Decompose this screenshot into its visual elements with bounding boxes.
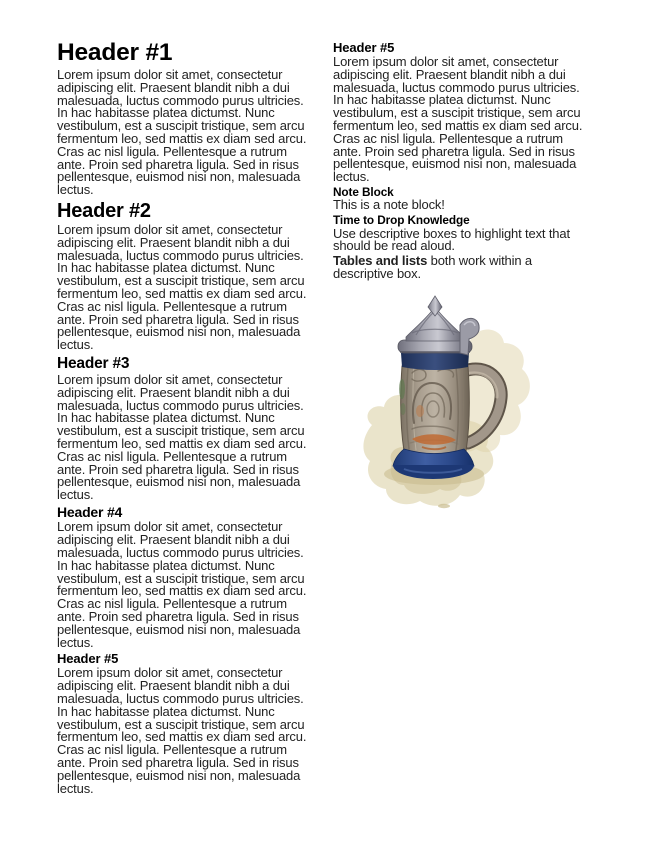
heading-4: Header #4 (57, 503, 123, 520)
left-column (57, 40, 312, 797)
heading-5-right: Header #5 (333, 40, 395, 55)
beer-stein-illustration (356, 293, 538, 514)
paragraph-lorem: Lorem ipsum dolor sit amet, consectetur adipiscing elit. Praesent blandit nibh a dui malesuada, luctus commodo purus ultricies. In hac habitasse platea dictumst. Nunc vestibulum, est a suscipit tristique, sem arcu fermentum leo, sed mattis ex diam sed arcu. Cras ac nisl ligula. Pellentesque a rutrum ante. Proin sed pharetra ligula. Sed in risus pellentesque, euismod nisi non, malesuada lectus. (333, 54, 583, 185)
heading-1: Header #1 (57, 39, 173, 66)
right-column (333, 38, 592, 283)
note-block-text: This is a note block! (333, 197, 445, 213)
stein-navy-band (401, 353, 469, 370)
paragraph-lorem: Lorem ipsum dolor sit amet, consectetur adipiscing elit. Praesent blandit nibh a dui malesuada, luctus commodo purus ultricies. In hac habitasse platea dictumst. Nunc vestibulum, est a suscipit tristique, sem arcu fermentum leo, sed mattis ex diam sed arcu. Cras ac nisl ligula. Pellentesque a rutrum ante. Proin sed pharetra ligula. Sed in risus pellentesque, euismod nisi non, malesuada lectus. (57, 371, 307, 503)
heading-3: Header #3 (57, 354, 130, 372)
relief-orange-inner (416, 405, 424, 417)
heading-5: Header #5 (57, 651, 119, 667)
paragraph-lorem: Lorem ipsum dolor sit amet, consectetur adipiscing elit. Praesent blandit nibh a dui malesuada, luctus commodo purus ultricies. In hac habitasse platea dictumst. Nunc vestibulum, est a suscipit tristique, sem arcu fermentum leo, sed mattis ex diam sed arcu. Cras ac nisl ligula. Pellentesque a rutrum ante. Proin sed pharetra ligula. Sed in risus pellentesque, euismod nisi non, malesuada lectus. (57, 221, 307, 353)
relief-green-accent-small (401, 403, 406, 415)
beer-stein-svg (356, 293, 538, 514)
heading-2: Header #2 (57, 199, 151, 222)
paragraph-lorem: Lorem ipsum dolor sit amet, consectetur adipiscing elit. Praesent blandit nibh a dui malesuada, luctus commodo purus ultricies. In hac habitasse platea dictumst. Nunc vestibulum, est a suscipit tristique, sem arcu fermentum leo, sed mattis ex diam sed arcu. Cras ac nisl ligula. Pellentesque a rutrum ante. Proin sed pharetra ligula. Sed in risus pellentesque, euismod nisi non, malesuada lectus. (57, 67, 307, 198)
tables-note-rest: both work within a descriptive box. (333, 253, 532, 281)
knowledge-text: Use descriptive boxes to highlight text that should be read aloud. (333, 225, 570, 254)
relief-green-accent (399, 379, 405, 399)
paragraph-lorem: Lorem ipsum dolor sit amet, consectetur adipiscing elit. Praesent blandit nibh a dui malesuada, luctus commodo purus ultricies. In hac habitasse platea dictumst. Nunc vestibulum, est a suscipit tristique, sem arcu fermentum leo, sed mattis ex diam sed arcu. Cras ac nisl ligula. Pellentesque a rutrum ante. Proin sed pharetra ligula. Sed in risus pellentesque, euismod nisi non, malesuada lectus. (57, 665, 307, 796)
tables-note-bold: Tables and lists (333, 253, 428, 269)
note-block-heading: Note Block (333, 184, 394, 199)
knowledge-heading: Time to Drop Knowledge (333, 213, 470, 228)
watercolor-speck (438, 504, 450, 508)
tables-note (333, 255, 592, 281)
paragraph-lorem: Lorem ipsum dolor sit amet, consectetur adipiscing elit. Praesent blandit nibh a dui malesuada, luctus commodo purus ultricies. In hac habitasse platea dictumst. Nunc vestibulum, est a suscipit tristique, sem arcu fermentum leo, sed mattis ex diam sed arcu. Cras ac nisl ligula. Pellentesque a rutrum ante. Proin sed pharetra ligula. Sed in risus pellentesque, euismod nisi non, malesuada lectus. (57, 519, 307, 650)
